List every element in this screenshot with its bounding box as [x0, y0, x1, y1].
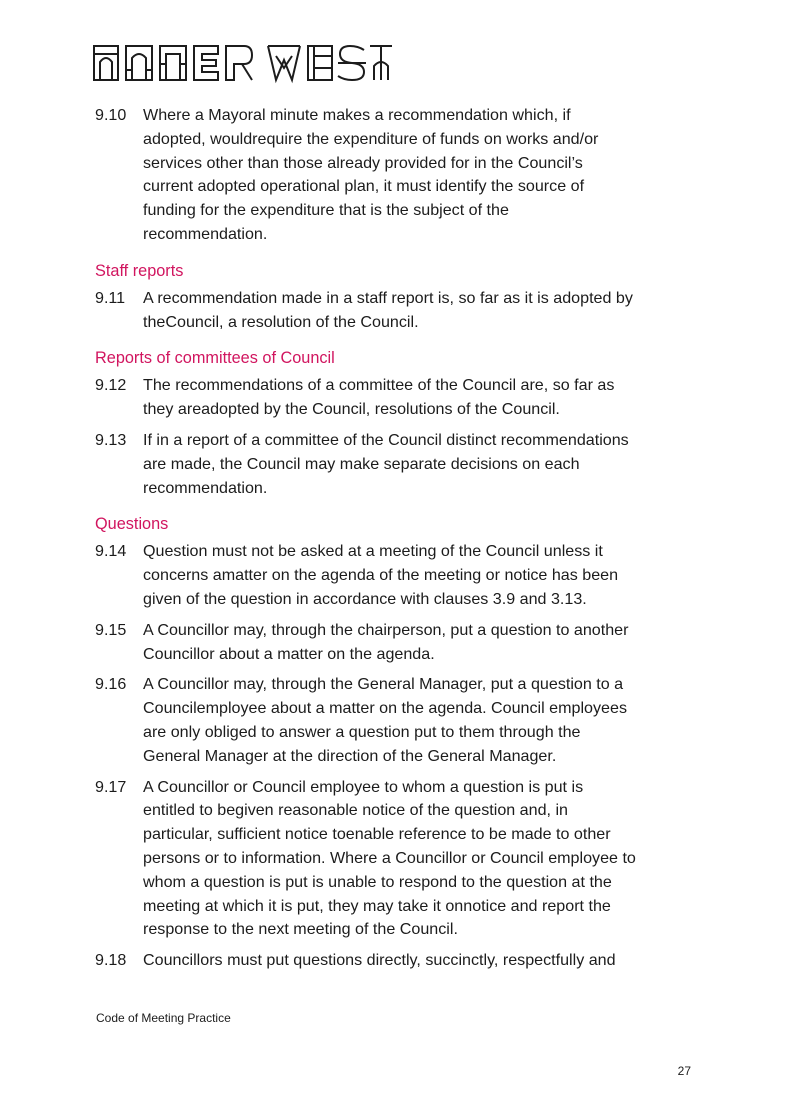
clause-text: A Councillor may, through the chairperson, put a question to another Councillor about a matter on the agenda. — [143, 620, 629, 663]
clause — [95, 673, 695, 768]
clause — [95, 619, 695, 667]
clause — [95, 374, 695, 422]
document-body — [95, 104, 695, 980]
clause-number: 9.18 — [95, 951, 127, 970]
clause-number: 9.16 — [95, 675, 127, 694]
clause — [95, 776, 695, 943]
clause-text: A recommendation made in a staff report is, so far as it is adopted by theCouncil, a resolution of the Council. — [143, 288, 633, 331]
inner-west-logo — [92, 42, 392, 84]
clause-number: 9.14 — [95, 542, 127, 561]
clause-number: 9.11 — [95, 288, 126, 307]
logo-letter-e — [194, 46, 218, 80]
clause-text: Councillors must put questions directly, succinctly, respectfully and — [143, 951, 616, 970]
clause-number: 9.15 — [95, 620, 127, 639]
clause-text: Question must not be asked at a meeting of the Council unless it concerns amatter on the agenda of the meeting or notice has been given of the question in accordance with clauses 3.9 and 3.13. — [143, 542, 619, 608]
clause-number: 9.10 — [95, 106, 127, 124]
clause — [95, 949, 695, 973]
section-heading: Staff reports — [95, 261, 184, 280]
clause-text: A Councillor or Council employee to whom a question is put is entitled to begiven reasonable notice of the question and, in particular, sufficient notice toenable reference to be made to other persons or to information. Where a Councillor or Council employee to whom a question is put is unable to respond to the question at the meeting at which it is put, they may take it onnotice and report the response to the next meeting of the Council. — [143, 777, 636, 939]
clause-text: The recommendations of a committee of the Council are, so far as they areadopted by the Council, resolutions of the Council. — [143, 376, 615, 419]
clause — [95, 540, 695, 611]
section-heading: Questions — [95, 515, 169, 534]
logo-letter-e2 — [308, 46, 332, 80]
footer-title: Code of Meeting Practice — [96, 1011, 231, 1025]
logo-letter-n — [126, 46, 152, 80]
clause-text: If in a report of a committee of the Council distinct recommendations are made, the Council may make separate decisions on each recommendation. — [143, 430, 629, 497]
clause — [95, 287, 695, 335]
logo-letter-w — [268, 46, 300, 80]
logo-letter-i — [94, 46, 118, 80]
clause — [95, 104, 695, 247]
clause-number: 9.13 — [95, 430, 127, 449]
clause-number: 9.17 — [95, 777, 127, 796]
page-number: 27 — [677, 1064, 691, 1078]
logo-letter-s — [338, 46, 366, 80]
clause-text: Where a Mayoral minute makes a recommendation which, if adopted, wouldrequire the expenditure of funds on works and/or services other than those already provided for in the Council’s current adopted operational plan, it must identify the source of funding for the expenditure that is the subject of the recommendation. — [143, 106, 599, 243]
logo-letter-t — [370, 46, 392, 80]
clause — [95, 429, 695, 500]
clause-text: A Councillor may, through the General Manager, put a question to a Councilemployee about a matter on the agenda. Council employees are only obliged to answer a question put to them through the General Manager at the direction of the General Manager. — [143, 675, 628, 765]
clause-number: 9.12 — [95, 376, 127, 395]
logo-letter-r — [226, 46, 252, 80]
section-heading: Reports of committees of Council — [95, 349, 335, 368]
logo-letter-n2 — [160, 46, 186, 80]
